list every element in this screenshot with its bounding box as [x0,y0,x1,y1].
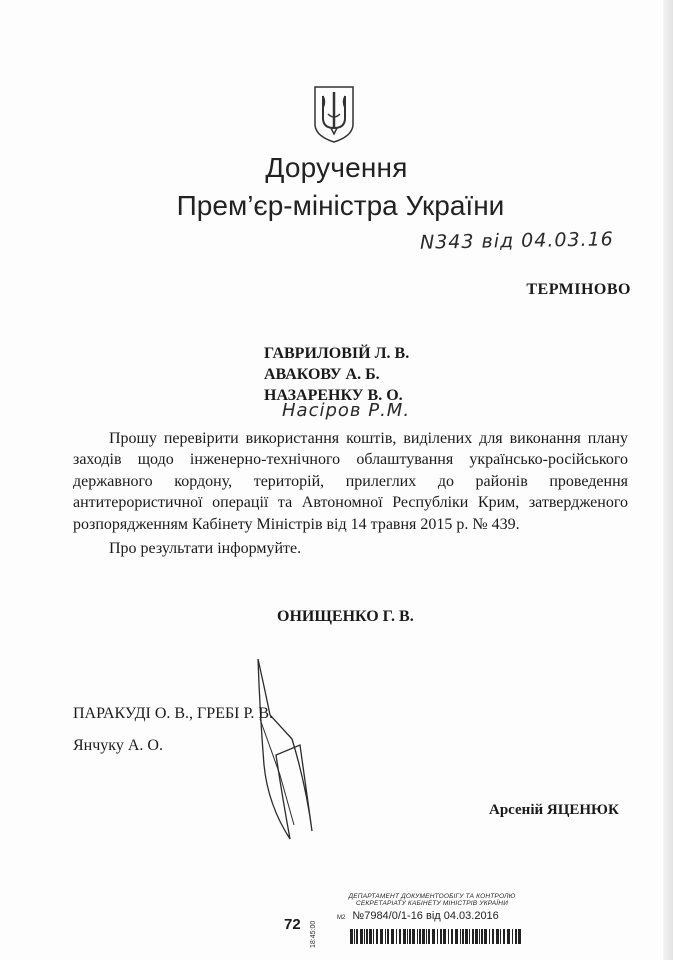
barcode-bar [469,929,470,944]
barcode-bar [512,929,513,944]
body-line: державного кордону, територій, прилеглих до районів проведення [73,472,628,490]
document-title-line2-text: Прем’єр-міністра України [176,190,505,221]
barcode-bar [451,929,453,944]
barcode-bar [437,929,438,944]
barcode-bar [376,929,378,944]
stamp-secretariat: СЕКРЕТАРІАТУ КАБІНЕТУ МІНІСТРІВ УКРАЇНИ [355,900,509,907]
barcode-bar [360,929,363,944]
signatory-name: Арсеній ЯЦЕНЮК [489,802,619,818]
barcode-bar [350,929,353,944]
barcode-bar [500,929,501,944]
registration-stamp [337,893,537,922]
barcode-bar [417,929,418,944]
barcode-bar [462,929,464,944]
barcode-bar [481,929,483,944]
barcode-bar [448,929,449,944]
addressee: НАЗАРЕНКУ В. О. [264,387,403,404]
barcode-bar [403,929,406,944]
stamp-registration [337,910,499,922]
barcode-bar [496,929,499,944]
barcode-bar [440,929,442,944]
barcode-bar [428,929,430,944]
page-edge-shadow [663,0,673,960]
barcode-bar [409,929,411,944]
barcode-bar [460,929,461,944]
barcode-bar [396,929,397,944]
barcode-bar [380,929,383,944]
barcode-bar [354,929,355,944]
stamp-department: ДЕПАРТАМЕНТ ДОКУМЕНТООБІГУ ТА КОНТРОЛЮ [348,893,516,900]
barcode-bar [399,929,401,944]
barcode-bar [356,929,358,944]
barcode-bar [407,929,408,944]
barcode-bar [465,929,468,944]
copy-recipients-line1: ПАРАКУДІ О. В., ГРЕБІ Р. В. [73,705,274,722]
barcode [350,929,522,944]
trident-emblem-icon [312,84,356,144]
signature-mark [230,655,350,845]
barcode-bar [515,929,517,944]
barcode-bar [426,929,427,944]
barcode-bar [373,929,374,944]
page-number: 72 [284,916,301,933]
body-line: Прошу перевірити використання коштів, виділених для виконання плану [109,430,628,447]
barcode-bar [489,929,490,944]
barcode-bar [385,929,386,944]
stamp-time [310,904,324,950]
document-title-line1: Доручення [265,152,408,183]
stamp-time-text: 18:45:00 [310,920,317,948]
barcode-bar [432,929,435,944]
body-line: розпорядженням Кабінету Міністрів від 14 травня 2015 р. № 439. [73,515,520,533]
barcode-bar [369,929,372,944]
barcode-bar [475,929,478,944]
urgency-mark: ТЕРМІНОВО [526,281,631,298]
addressee: АВАКОВУ А. Б. [264,366,380,383]
barcode-bar [479,929,480,944]
barcode-bar [422,929,425,944]
handwritten-addressee: Насіров Р.М. [282,400,411,421]
barcode-bar [391,929,394,944]
stamp-registration-number: №7984/0/1-16 від 04.03.2016 [352,910,499,922]
barcode-bar [472,929,474,944]
body-line: антитерористичної операції та Автономної Республіки Крим, затвердженого [73,494,628,512]
barcode-bar [518,929,521,944]
copy-recipients-line2: Янчуку А. О. [73,737,163,754]
barcode-bar [412,929,415,944]
barcode-bar [419,929,421,944]
barcode-bar [364,929,365,944]
barcode-bar [366,929,368,944]
addressee: ГАВРИЛОВІЙ Л. В. [264,345,410,362]
barcode-bar [503,929,505,944]
executor-name: ОНИЩЕНКО Г. В. [277,608,414,625]
barcode-bar [443,929,446,944]
report-request: Про результати інформуйте. [109,540,302,557]
stamp-prefix: М2 [337,915,346,921]
handwritten-document-number: N343 від 04.03.16 [419,228,614,254]
addressee-list [264,343,409,406]
instruction-body [73,428,628,535]
barcode-bar [507,929,510,944]
barcode-bar [492,929,494,944]
body-line: заходів щодо інженерно-технічного облаштування українсько-російського [73,451,628,469]
barcode-bar [484,929,487,944]
barcode-bar [387,929,389,944]
document-title-line2 [0,190,673,222]
barcode-bar [455,929,458,944]
